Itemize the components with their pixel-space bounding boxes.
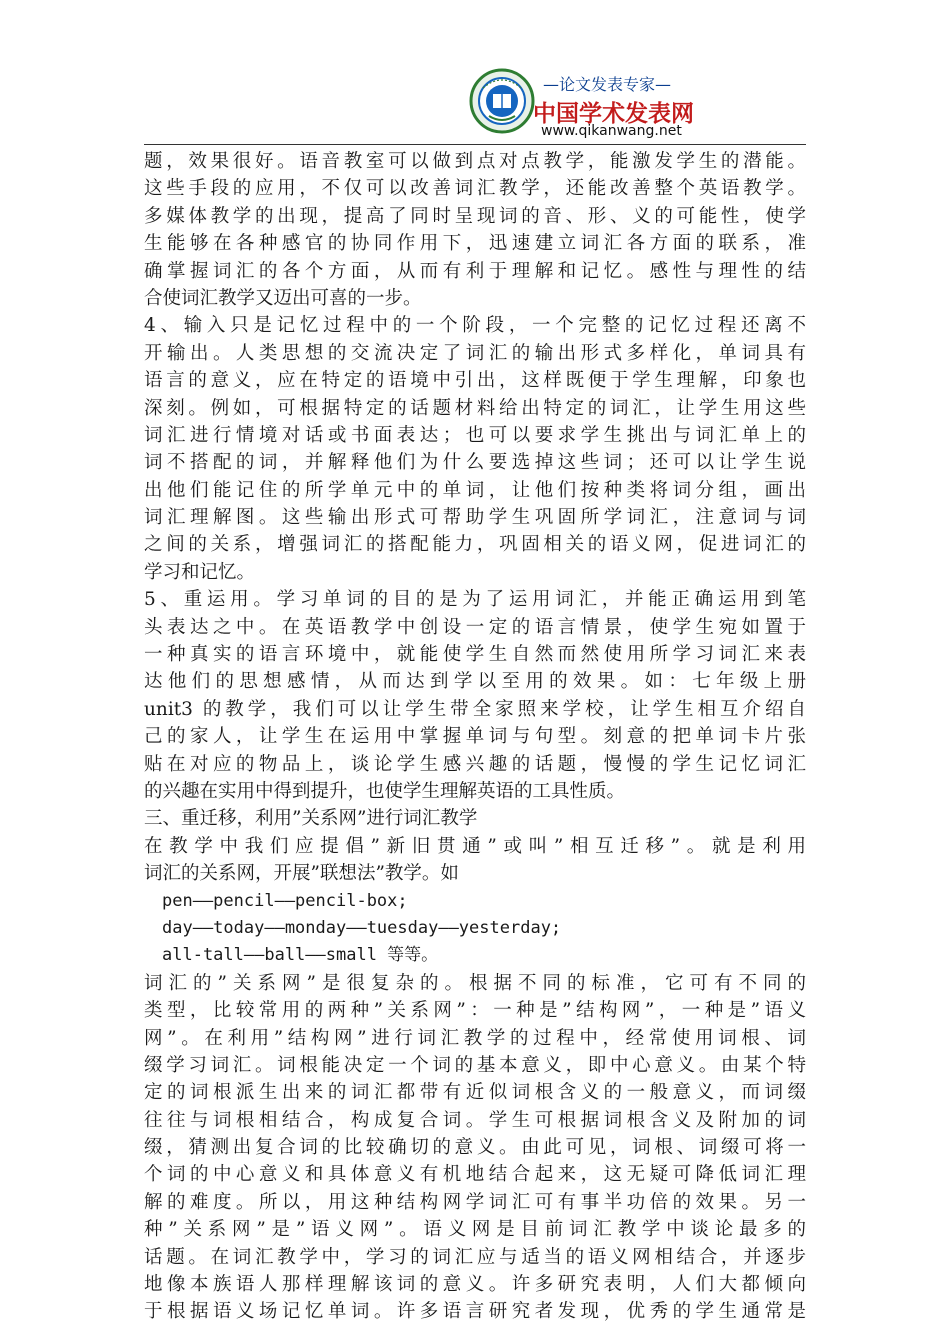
text-line: 一种真实的语言环境中，就能使学生自然而然使用所学习词汇来表 — [144, 644, 806, 666]
text-line: 种”关系网”是”语义网”。语义网是目前词汇教学中谈论最多的 — [144, 1219, 806, 1241]
text-line: 语言的意义，应在特定的语境中引出，这样既便于学生理解，印象也 — [144, 370, 806, 392]
text-line: 在教学中我们应提倡”新旧贯通”或叫”相互迁移”。就是利用 — [144, 835, 806, 857]
text-line: 话题。在词汇教学中，学习的词汇应与适当的语义网相结合，并逐步 — [144, 1246, 806, 1268]
logo-tagline: —论文发表专家— — [543, 75, 672, 94]
text-line: 己的家人，让学生在运用中掌握单词与句型。刻意的把单词卡片张 — [144, 726, 806, 748]
text-line: 学习和记忆。 — [144, 561, 256, 583]
text-line: 个词的中心意义和具体意义有机地结合起来，这无疑可降低词汇理 — [144, 1164, 806, 1186]
text-line: 深刻。例如，可根据特定的话题材料给出特定的词汇，让学生用这些 — [144, 397, 806, 419]
text-line: 的兴趣在实用中得到提升，也使学生理解英语的工具性质。 — [144, 780, 626, 802]
text-line: 缀，猜测出复合词的比较确切的意义。由此可见，词根、词缀可将一 — [144, 1137, 806, 1159]
text-line: 头表达之中。在英语教学中创设一定的语言情景，使学生宛如置于 — [144, 616, 806, 638]
text-line: 网”。在利用”结构网”进行词汇教学的过程中，经常使用词根、词 — [144, 1027, 806, 1049]
text-line: 合使词汇教学又迈出可喜的一步。 — [144, 287, 422, 309]
text-line: 定的词根派生出来的词汇都带有近似词根含义的一般意义，而词缀 — [144, 1082, 806, 1104]
text-line: 题，效果很好。语音教室可以做到点对点教学，能激发学生的潜能。 — [144, 151, 806, 172]
text-line: 5、重运用。学习单词的目的是为了运用词汇，并能正确运用到笔 — [144, 589, 806, 611]
body-text — [144, 148, 806, 1326]
text-line: 词汇理解图。这些输出形式可帮助学生巩固所学词汇，注意词与词 — [144, 507, 806, 529]
text-line: 地像本族语人那样理解该词的意义。许多研究表明，人们大都倾向 — [144, 1274, 806, 1296]
text-line: 多媒体教学的出现，提高了同时呈现词的音、形、义的可能性，使学 — [144, 205, 806, 227]
text-line: 贴在对应的物品上，谈论学生感兴趣的话题，慢慢的学生记忆词汇 — [144, 753, 806, 775]
text-line: 词汇进行情境对话或书面表达；也可以要求学生挑出与词汇单上的 — [144, 424, 806, 446]
text-line: 三、重迁移，利用”关系网”进行词汇教学 — [144, 808, 478, 830]
text-line: 缀学习词汇。词根能决定一个词的基本意义，即中心意义。由某个特 — [144, 1054, 806, 1076]
text-line: day——today——monday——tuesday——yesterday; — [162, 917, 562, 938]
text-line: 出他们能记住的所学单元中的单词，让他们按种类将词分组，画出 — [144, 479, 806, 501]
text-line: 生能够在各种感官的协同作用下，迅速建立词汇各方面的联系，准 — [144, 233, 806, 255]
text-line: 往往与词根相结合，构成复合词。学生可根据词根含义及附加的词 — [144, 1109, 806, 1131]
site-logo[interactable] — [469, 68, 697, 144]
text-line: 词汇的”关系网”是很复杂的。根据不同的标准，它可有不同的 — [144, 972, 806, 994]
text-line: 词汇的关系网，开展”联想法”教学。如 — [144, 863, 459, 885]
text-line: 类型，比较常用的两种”关系网”：一种是”结构网”，一种是”语义 — [144, 1000, 806, 1022]
text-line: unit3 的教学，我们可以让学生带全家照来学校，让学生相互介绍自 — [144, 698, 806, 720]
seal-emblem-icon — [469, 68, 535, 134]
logo-site-name: 中国学术发表网 — [533, 101, 694, 127]
text-line: 开输出。人类思想的交流决定了词汇的输出形式多样化，单词具有 — [144, 342, 806, 364]
text-line: 达他们的思想感情，从而达到学以至用的效果。如：七年级上册 — [144, 671, 806, 693]
logo-url: www.qikanwang.net — [541, 123, 682, 139]
text-line: 确掌握词汇的各个方面，从而有利于理解和记忆。感性与理性的结 — [144, 260, 806, 282]
text-line: 于根据语义场记忆单词。许多语言研究者发现，优秀的学生通常是 — [144, 1301, 806, 1323]
header-divider — [144, 144, 806, 145]
text-line: 4、输入只是记忆过程中的一个阶段，一个完整的记忆过程还离不 — [144, 315, 806, 337]
text-line: 解的难度。所以，用这种结构网学词汇可有事半功倍的效果。另一 — [144, 1191, 806, 1213]
text-line: all-tall——ball——small 等等。 — [162, 945, 439, 966]
text-line: 这些手段的应用，不仅可以改善词汇教学，还能改善整个英语教学。 — [144, 178, 806, 200]
text-line: pen——pencil——pencil-box; — [162, 890, 408, 911]
text-line: 词不搭配的词，并解释他们为什么要选掉这些词；还可以让学生说 — [144, 452, 806, 474]
text-line: 之间的关系，增强词汇的搭配能力，巩固相关的语义网，促进词汇的 — [144, 534, 806, 556]
